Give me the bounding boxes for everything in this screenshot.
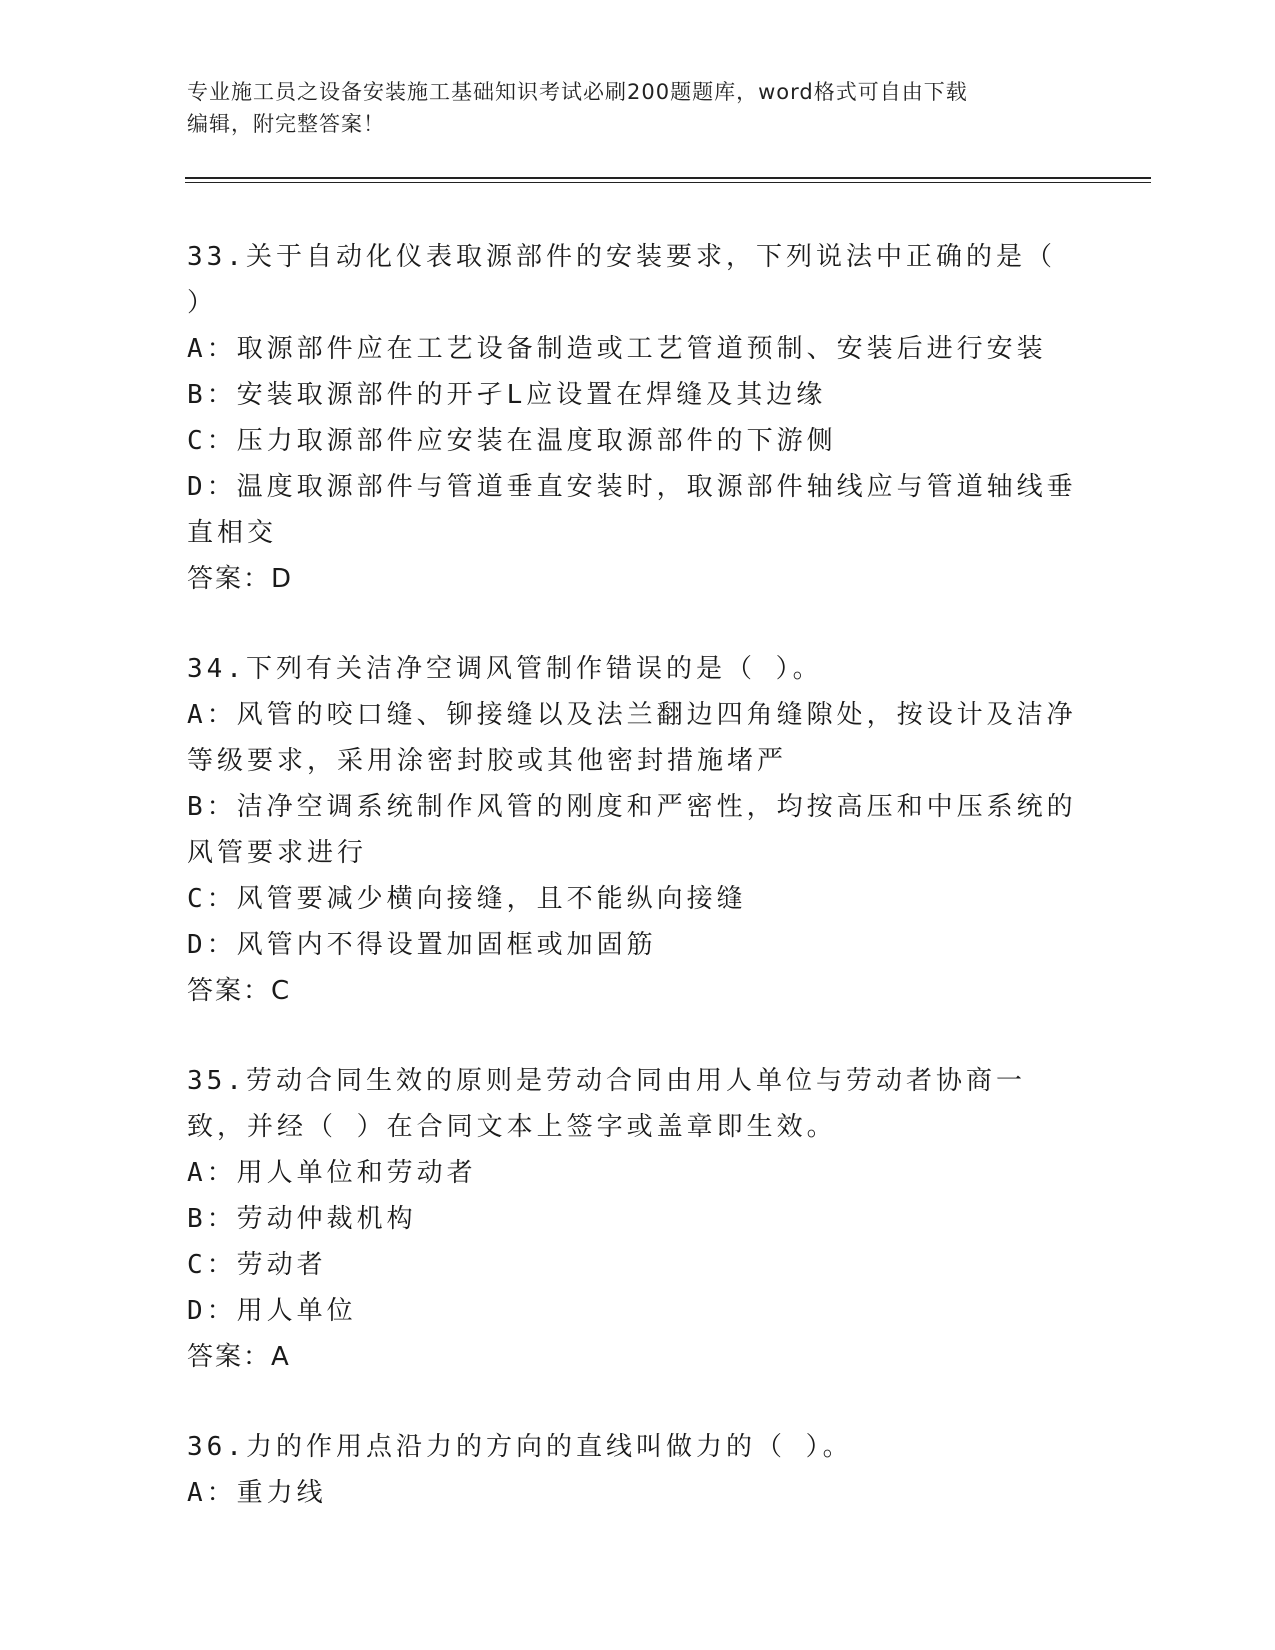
question-stem: 35.劳动合同生效的原则是劳动合同由用人单位与劳动者协商一致，并经（ ）在合同文本上签字或盖章即生效。	[187, 1066, 1026, 1142]
option-b: B：洁净空调系统制作风管的刚度和严密性，均按高压和中压系统的风管要求进行	[187, 792, 1077, 868]
option-d: D：温度取源部件与管道垂直安装时，取源部件轴线应与管道轴线垂直相交	[187, 472, 1077, 548]
option-a: A：取源部件应在工艺设备制造或工艺管道预制、安装后进行安装	[187, 334, 1047, 364]
header-line-1: 专业施工员之设备安装施工基础知识考试必刷200题题库，word格式可自由下载	[187, 80, 968, 104]
question-stem: 34.下列有关洁净空调风管制作错误的是（ ）。	[187, 654, 823, 684]
question-34	[187, 646, 1077, 1014]
option-b: B：安装取源部件的开孑L应设置在焊缝及其边缘	[187, 380, 827, 410]
option-b: B：劳动仲裁机构	[187, 1204, 417, 1234]
answer: 答案：D	[187, 564, 294, 594]
question-list	[187, 234, 1077, 1560]
option-c: C：风管要减少横向接缝，且不能纵向接缝	[187, 884, 747, 914]
question-stem: 33.关于自动化仪表取源部件的安装要求，下列说法中正确的是（ ）	[187, 242, 1056, 318]
answer: 答案：C	[187, 976, 292, 1006]
question-35	[187, 1058, 1077, 1380]
header-line-2: 编辑，附完整答案！	[187, 112, 385, 136]
option-c: C：压力取源部件应安装在温度取源部件的下游侧	[187, 426, 837, 456]
option-d: D：用人单位	[187, 1296, 357, 1326]
question-stem: 36.力的作用点沿力的方向的直线叫做力的（ ）。	[187, 1432, 853, 1462]
header-divider-thin	[185, 182, 1151, 183]
option-a: A：重力线	[187, 1478, 327, 1508]
answer: 答案：A	[187, 1342, 291, 1372]
option-d: D：风管内不得设置加固框或加固筋	[187, 930, 657, 960]
header-divider-thick	[185, 177, 1151, 179]
option-c: C：劳动者	[187, 1250, 327, 1280]
option-a: A：风管的咬口缝、铆接缝以及法兰翻边四角缝隙处，按设计及洁净等级要求，采用涂密封胶或其他密封措施堵严	[187, 700, 1077, 776]
question-36	[187, 1424, 1077, 1516]
document-header	[187, 76, 1067, 140]
option-a: A：用人单位和劳动者	[187, 1158, 477, 1188]
question-33	[187, 234, 1077, 602]
